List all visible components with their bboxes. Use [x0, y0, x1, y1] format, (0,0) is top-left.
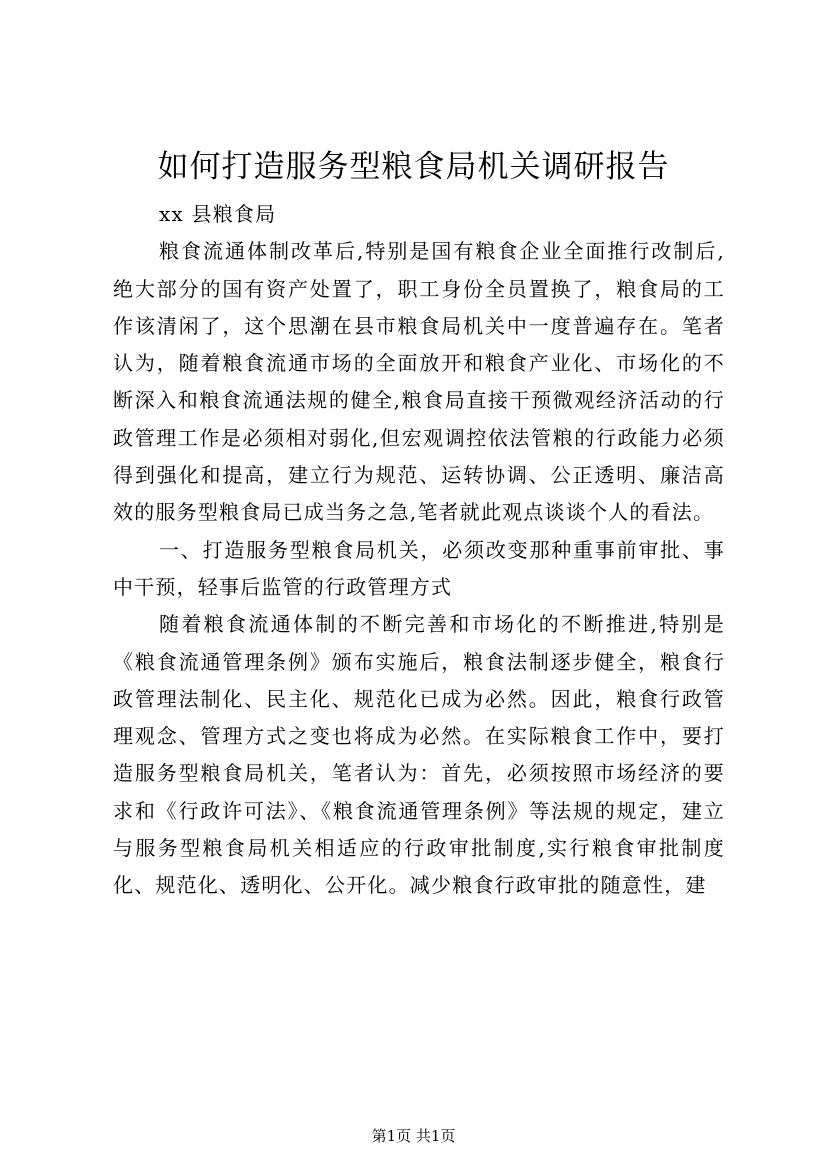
- author-line: xx 县粮食局: [159, 202, 277, 226]
- paragraph-section-one: 随着粮食流通体制的不断完善和市场化的不断推进,特别是《粮食流通管理条例》颁布实施后，粮食法制逐步健全，粮食行政管理法制化、民主化、规范化已成为必然。因此，粮食行政管理观念、管理方式之变也将成为必然。在实际粮食工作中，要打造服务型粮食局机关，笔者认为：首先，必须按照市场经济的要求和《行政许可法》、《粮食流通管理条例》等法规的规定，建立与服务型粮食局机关相适应的行政审批制度,实行粮食审批制度化、规范化、透明化、公开化。减少粮食行政审批的随意性，建: [113, 612, 725, 898]
- document-body: [113, 196, 725, 905]
- section-heading-one: 一、打造服务型粮食局机关，必须改变那种重事前审批、事中干预，轻事后监管的行政管理方式: [113, 537, 725, 599]
- page-footer: 第1页 共1页: [371, 1127, 456, 1145]
- paragraph-intro: 粮食流通体制改革后,特别是国有粮食企业全面推行改制后,绝大部分的国有资产处置了，职工身份全员置换了，粮食局的工作该清闲了，这个思潮在县市粮食局机关中一度普遍存在。笔者认为，随着粮食流通市场的全面放开和粮食产业化、市场化的不断深入和粮食流通法规的健全,粮食局直接干预微观经济活动的行政管理工作是必须相对弱化,但宏观调控依法管粮的行政能力必须得到强化和提高，建立行为规范、运转协调、公正透明、廉洁高效的服务型粮食局已成当务之急,笔者就此观点谈谈个人的看法。: [113, 239, 725, 525]
- document-title: 如何打造服务型粮食局机关调研报告: [157, 149, 670, 185]
